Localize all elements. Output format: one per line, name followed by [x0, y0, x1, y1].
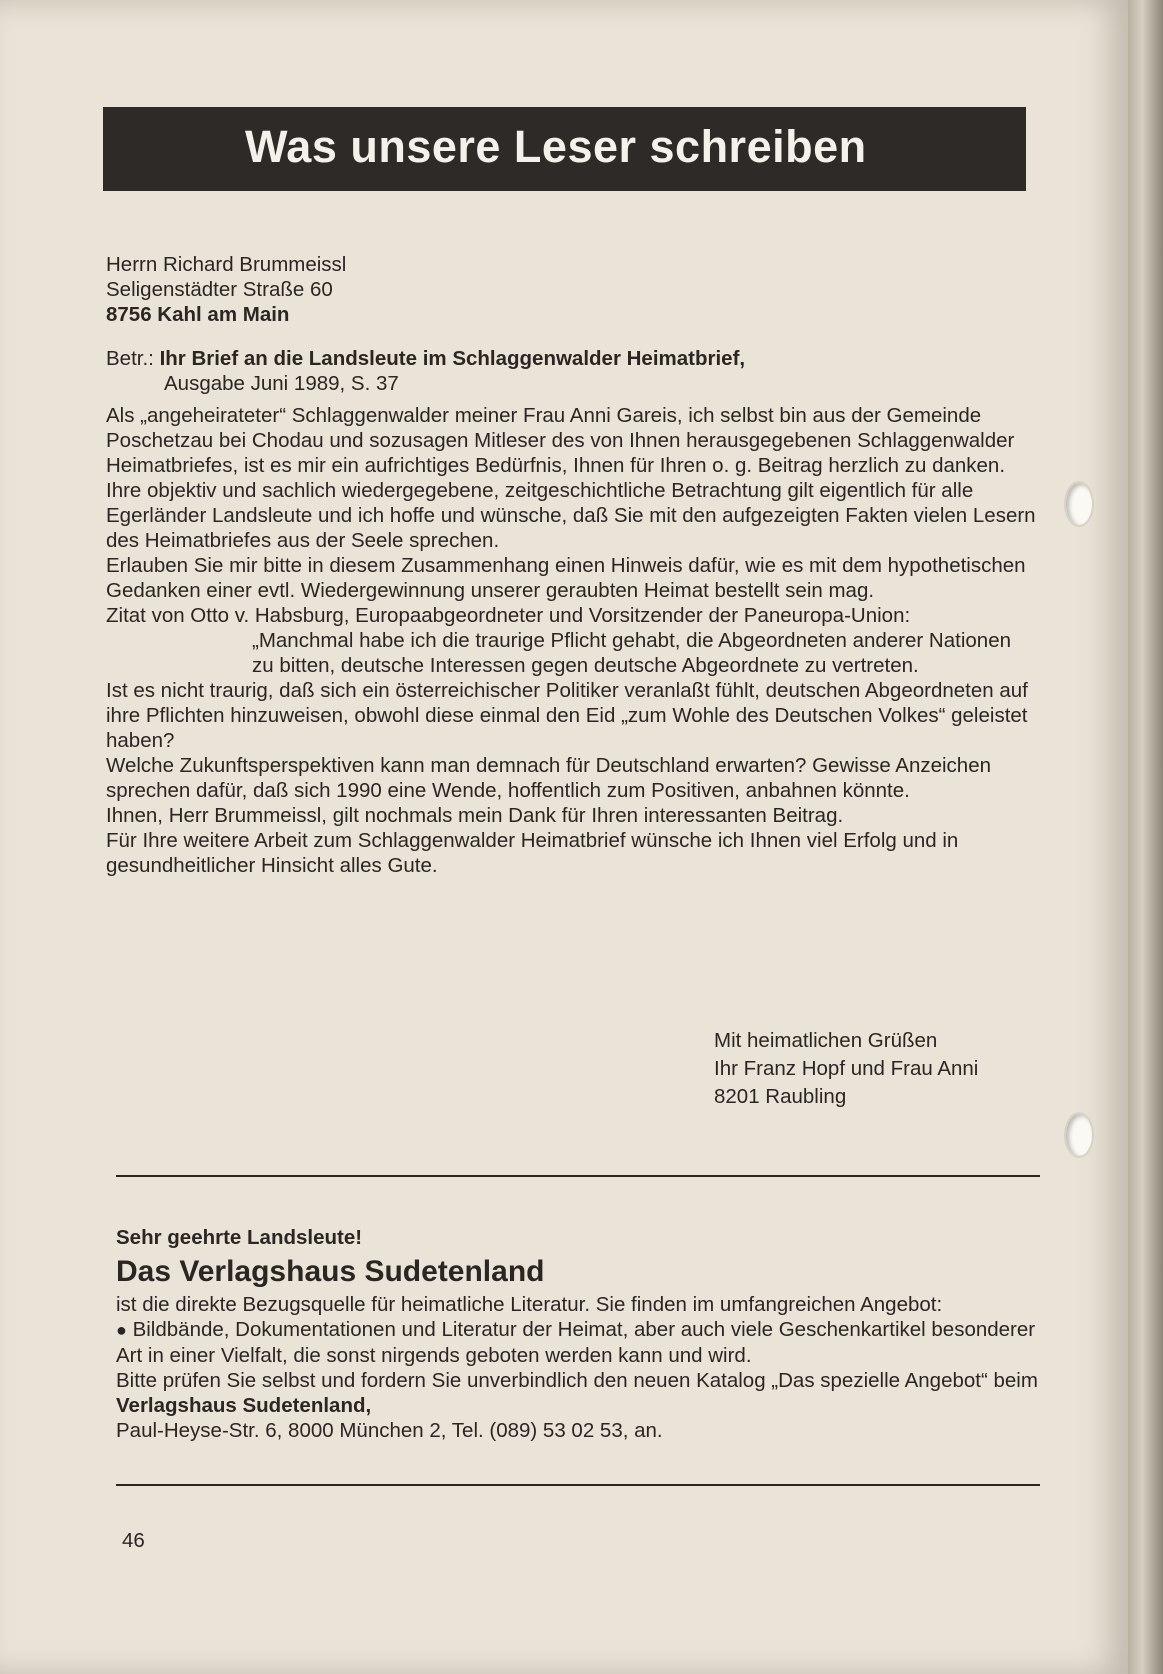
letter-paragraph: Welche Zukunftsperspektiven kann man demnach für Deutschland erwarten? Gewisse Anzeichen sprechen dafür, daß sich 1990 eine Wende, hoffentlich zum Positiven, anbahnen könnte.: [106, 754, 992, 802]
address-name: Herrn Richard Brummeissl: [106, 253, 347, 276]
letter-paragraph: Erlauben Sie mir bitte in diesem Zusammenhang einen Hinweis dafür, wie es mit dem hypothetischen Gedanken einer evtl. Wiedergewinnung unserer geraubten Heimat bestellt sein mag.: [106, 554, 1026, 602]
letter-paragraph: Ist es nicht traurig, daß sich ein österreichischer Politiker veranlaßt fühlt, deutschen Abgeordneten auf ihre Pflichten hinzuweisen, obwohl diese einmal den Eid „zum Wohle des Deutschen Volkes“ geleistet haben?: [106, 679, 1028, 752]
subject-edition: Ausgabe Juni 1989, S. 37: [164, 372, 399, 395]
bullet-icon: ●: [116, 1320, 127, 1340]
signature-names: Ihr Franz Hopf und Frau Anni: [714, 1057, 979, 1080]
letter-body: [106, 403, 1036, 878]
section-title: Was unsere Leser schreiben: [245, 121, 867, 172]
advertisement: [116, 1225, 1046, 1443]
divider-top: [116, 1175, 1040, 1177]
subject-prefix: Betr.:: [106, 347, 154, 370]
ad-bullet-text: Bildbände, Dokumentationen und Literatur der Heimat, aber auch viele Geschenkartikel besonderer Art in einer Vielfalt, die sonst nirgends geboten werden kann und wird.: [116, 1318, 1036, 1367]
letter-paragraph: Ihnen, Herr Brummeissl, gilt nochmals mein Dank für Ihren interessanten Beitrag.: [106, 804, 844, 827]
letter-paragraph: Als „angeheirateter“ Schlaggenwalder meiner Frau Anni Gareis, ich selbst bin aus der Gemeinde Poschetzau bei Chodau und sozusagen Mitleser des von Ihnen herausgegebenen Schlaggenwalder Heimatbriefes, ist es mir ein aufrichtiges Bedürfnis, Ihnen für Ihren o. g. Beitrag herzlich zu danken.: [106, 404, 1015, 477]
ad-contact: Paul-Heyse-Str. 6, 8000 München 2, Tel. (089) 53 02 53, an.: [116, 1419, 663, 1442]
signature-place: 8201 Raubling: [714, 1085, 847, 1108]
divider-bottom: [116, 1484, 1040, 1486]
punch-hole-upper: [1064, 481, 1094, 527]
ad-headline: Das Verlagshaus Sudetenland: [116, 1255, 545, 1288]
subject-line: [106, 346, 1036, 396]
section-banner: [103, 107, 1026, 191]
signature-closing: Mit heimatlichen Grüßen: [714, 1029, 938, 1052]
letter-paragraph: Zitat von Otto v. Habsburg, Europaabgeordneter und Vorsitzender der Paneuropa-Union:: [106, 604, 911, 627]
ad-intro: ist die direkte Bezugsquelle für heimatliche Literatur. Sie finden im umfangreichen Angebot:: [116, 1293, 943, 1316]
address-city: 8756 Kahl am Main: [106, 303, 290, 326]
signature-block: [714, 1027, 1044, 1111]
page-edge: [1128, 0, 1163, 1674]
ad-greeting: Sehr geehrte Landsleute!: [116, 1226, 363, 1249]
address-street: Seligenstädter Straße 60: [106, 278, 333, 301]
habsburg-quote: „Manchmal habe ich die traurige Pflicht gehabt, die Abgeordneten anderer Nationen zu bitten, deutsche Interessen gegen deutsche Abgeordnete zu vertreten.: [252, 629, 1011, 677]
recipient-address: [106, 252, 1036, 327]
ad-request: Bitte prüfen Sie selbst und fordern Sie unverbindlich den neuen Katalog „Das spezielle Angebot“ beim: [116, 1369, 1038, 1392]
page-number: 46: [122, 1529, 145, 1552]
subject-title: Ihr Brief an die Landsleute im Schlaggenwalder Heimatbrief,: [159, 347, 746, 370]
ad-publisher: Verlagshaus Sudetenland,: [116, 1394, 372, 1417]
punch-hole-lower: [1064, 1112, 1094, 1158]
letter-paragraph: Für Ihre weitere Arbeit zum Schlaggenwalder Heimatbrief wünsche ich Ihnen viel Erfolg und in gesundheitlicher Hinsicht alles Gute.: [106, 829, 959, 877]
letter-paragraph: Ihre objektiv und sachlich wiedergegebene, zeitgeschichtliche Betrachtung gilt eigentlich für alle Egerländer Landsleute und ich hoffe und wünsche, daß Sie mit den aufgezeigten Fakten vielen Lesern des Heimatbriefes aus der Seele sprechen.: [106, 479, 1036, 552]
